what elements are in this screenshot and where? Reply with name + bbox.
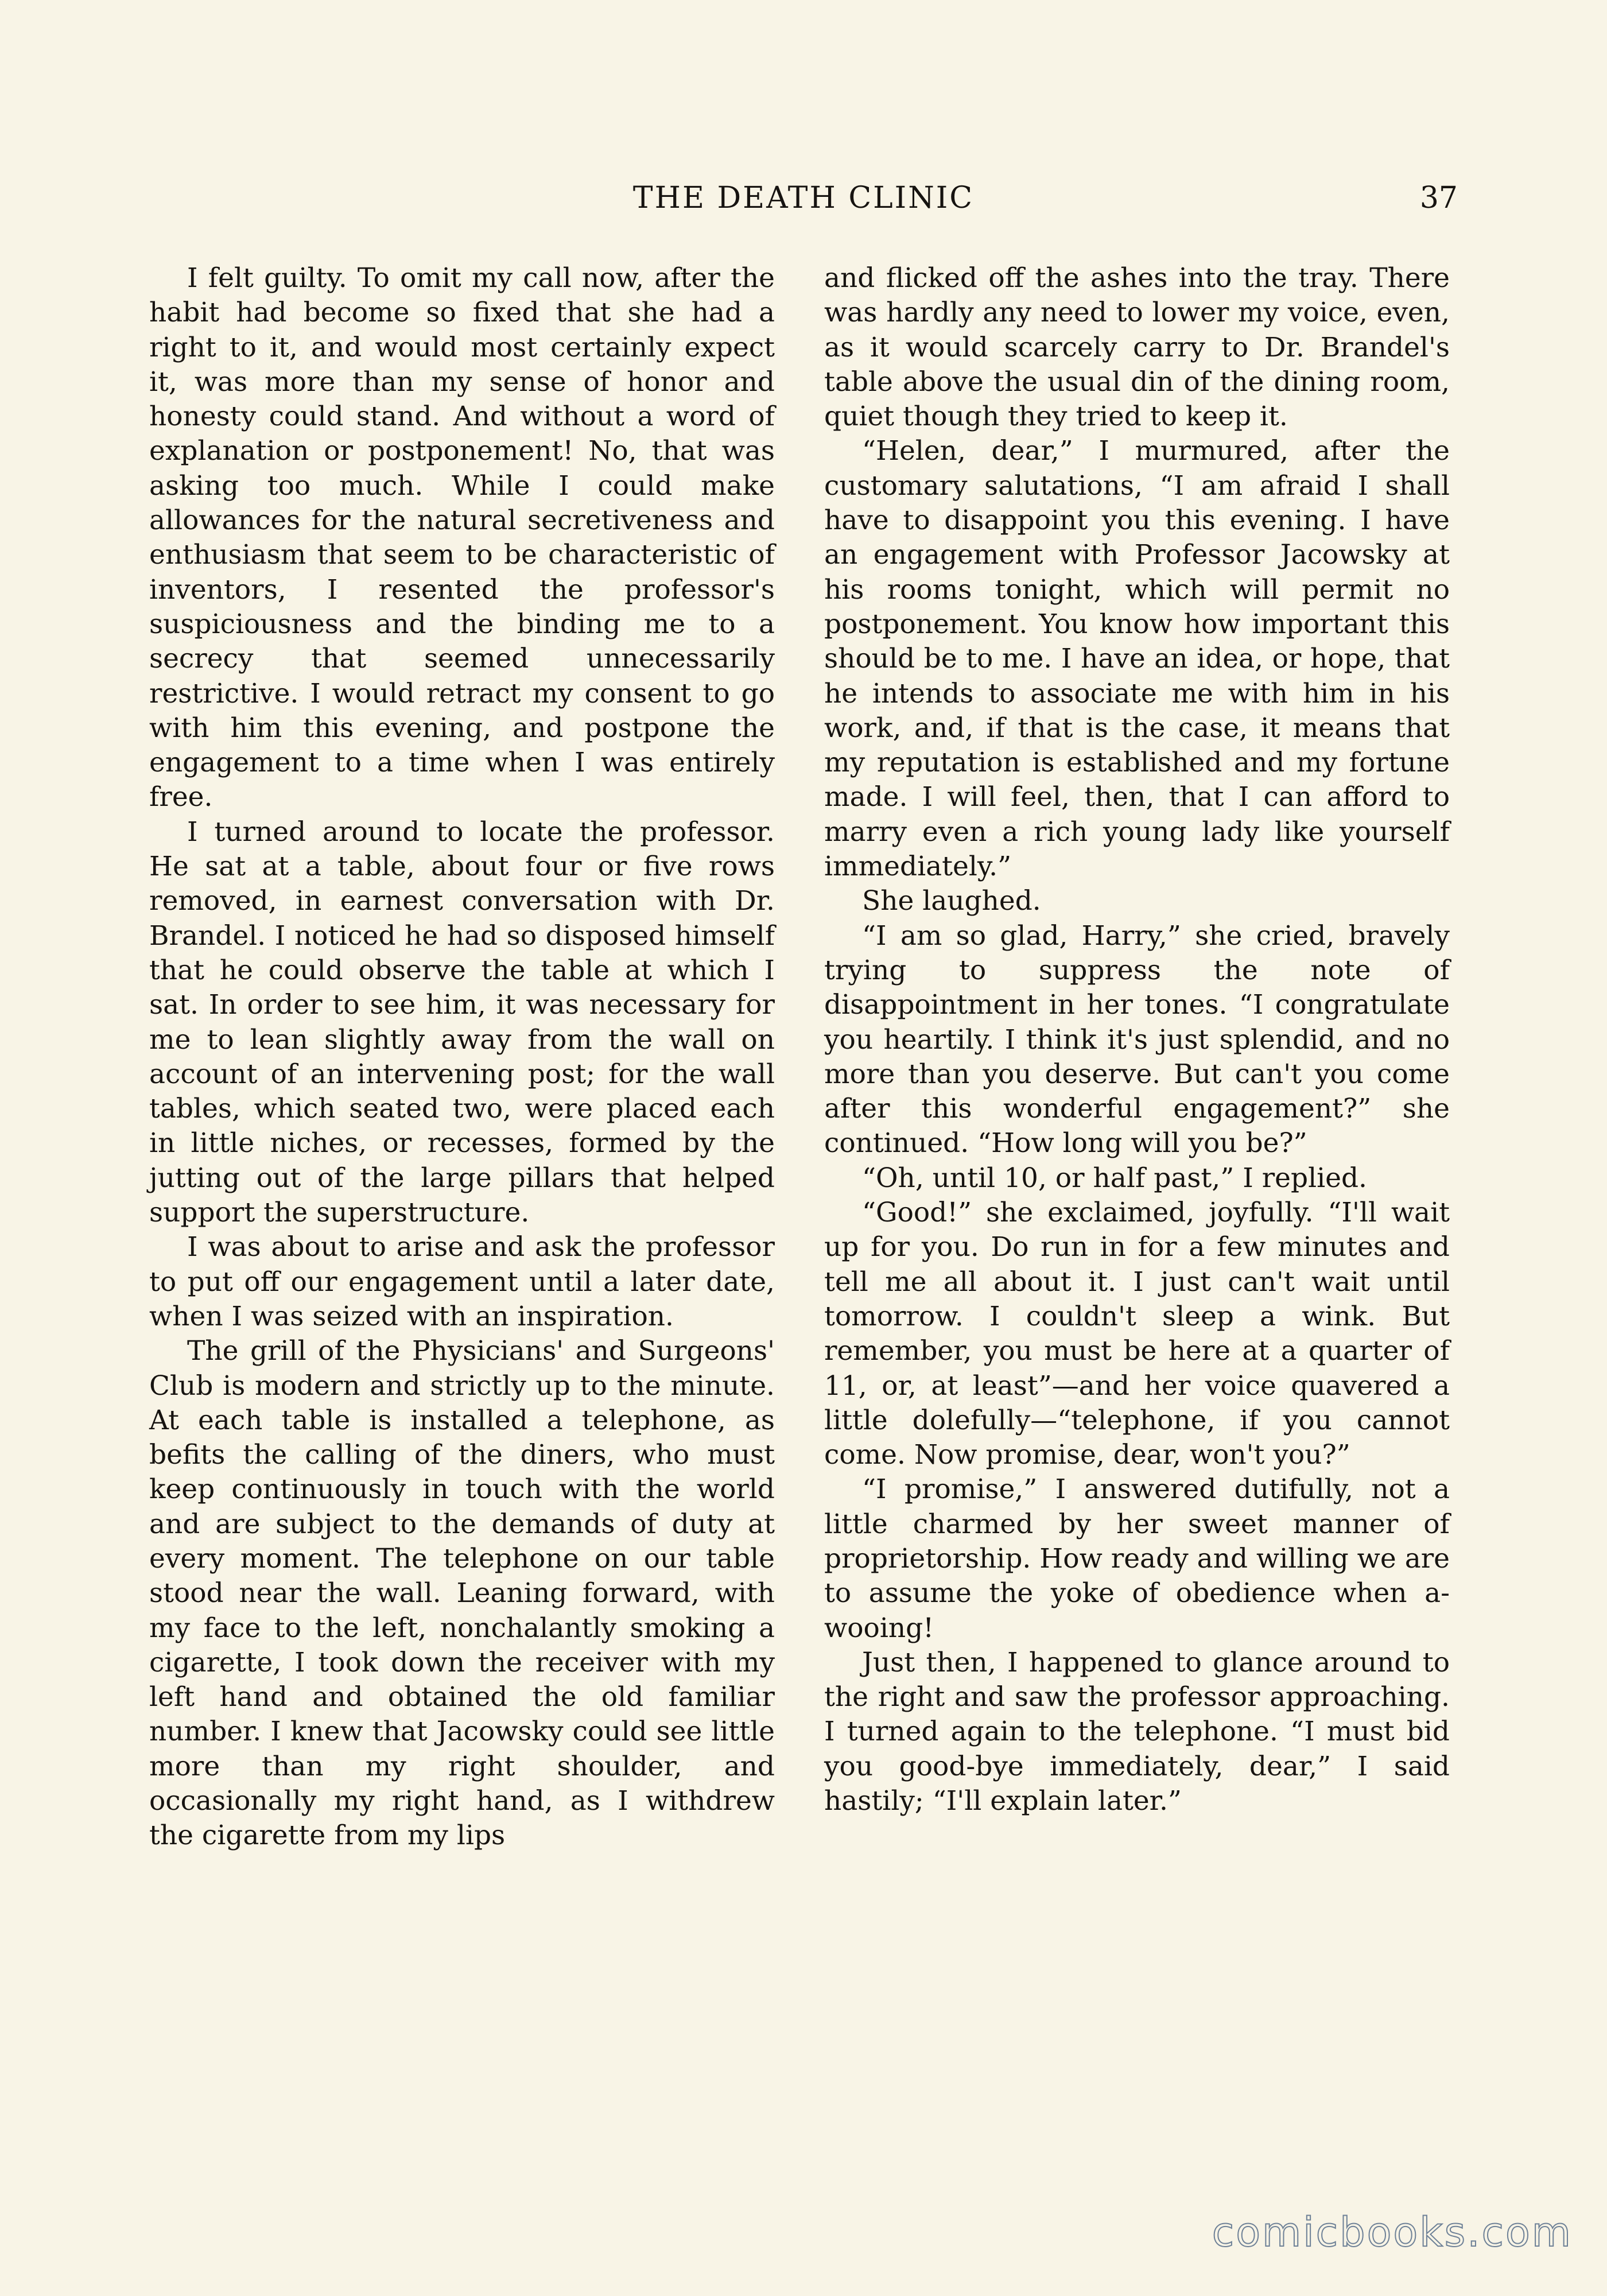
- paragraph: “Helen, dear,” I murmured, after the customary salutations, “I am afraid I shall have to disappoint you this evening. I have an engagement with Professor Jacowsky at his rooms tonight, which will permit no postponement. You know how important this should be to me. I have an idea, or hope, that he intends to associate me with him in his work, and, if that is the case, it means that my reputation is established and my fortune made. I will feel, then, that I can afford to marry even a rich young lady like yourself immediately.”: [824, 435, 1450, 883]
- left-column: [149, 261, 775, 1853]
- running-title: THE DEATH CLINIC: [632, 181, 975, 215]
- right-column: [824, 261, 1450, 1818]
- paragraph: “I promise,” I answered dutifully, not a little charmed by her sweet manner of proprietorship. How ready and willing we are to assume the yoke of obedience when a-wooing!: [824, 1473, 1450, 1644]
- paragraph-continued: and flicked off the ashes into the tray. There was hardly any need to lower my voice, even, as it would scarcely carry to Dr. Brandel's table above the usual din of the dining room, quiet though they tried to keep it.: [824, 262, 1450, 433]
- page-number: 37: [1419, 181, 1458, 215]
- paragraph: I was about to arise and ask the professor to put off our engagement until a later date, when I was seized with an inspiration.: [149, 1231, 775, 1332]
- page-header: [149, 178, 1458, 218]
- paragraph: “I am so glad, Harry,” she cried, bravely trying to suppress the note of disappointment in her tones. “I congratulate you heartily. I think it's just splendid, and no more than you deserve. But can't you come after this wonderful engagement?” she continued. “How long will you be?”: [824, 920, 1450, 1159]
- paragraph: I felt guilty. To omit my call now, after the habit had become so fixed that she had a right to it, and would most certainly expect it, was more than my sense of honor and honesty could stand. And without a word of explanation or postponement! No, that was asking too much. While I could make allowances for the natural secretiveness and enthusiasm that seem to be characteristic of inventors, I resented the professor's suspiciousness and the binding me to a secrecy that seemed unnecessarily restrictive. I would retract my consent to go with him this evening, and postpone the engagement to a time when I was entirely free.: [149, 262, 775, 813]
- paragraph: “Oh, until 10, or half past,” I replied.: [862, 1162, 1367, 1194]
- paragraph: Just then, I happened to glance around to the right and saw the professor approaching. I turned again to the telephone. “I must bid you good-bye immediately, dear,” I said hastily; “I'll explain later.”: [824, 1646, 1450, 1817]
- paragraph: I turned around to locate the professor. He sat at a table, about four or five rows removed, in earnest conversation with Dr. Brandel. I noticed he had so disposed himself that he could observe the table at which I sat. In order to see him, it was necessary for me to lean slightly away from the wall on account of an intervening post; for the wall tables, which seated two, were placed each in little niches, or recesses, formed by the jutting out of the large pillars that helped support the superstructure.: [149, 816, 775, 1229]
- paragraph: The grill of the Physicians' and Surgeons' Club is modern and strictly up to the minute. At each table is installed a telephone, as befits the calling of the diners, who must keep continuously in touch with the world and are subject to the demands of duty at every moment. The telephone on our table stood near the wall. Leaning forward, with my face to the left, nonchalantly smoking a cigarette, I took down the receiver with my left hand and obtained the old familiar number. I knew that Jacowsky could see little more than my right shoulder, and occasionally my right hand, as I withdrew the cigarette from my lips: [149, 1335, 775, 1852]
- paragraph: “Good!” she exclaimed, joyfully. “I'll wait up for you. Do run in for a few minutes and tell me all about it. I just can't wait until tomorrow. I couldn't sleep a wink. But remember, you must be here at a quarter of 11, or, at least”—and her voice quavered a little dolefully—“telephone, if you cannot come. Now promise, dear, won't you?”: [824, 1197, 1450, 1471]
- paragraph: She laughed.: [862, 885, 1041, 917]
- watermark: comicbooks.com: [1212, 2209, 1573, 2256]
